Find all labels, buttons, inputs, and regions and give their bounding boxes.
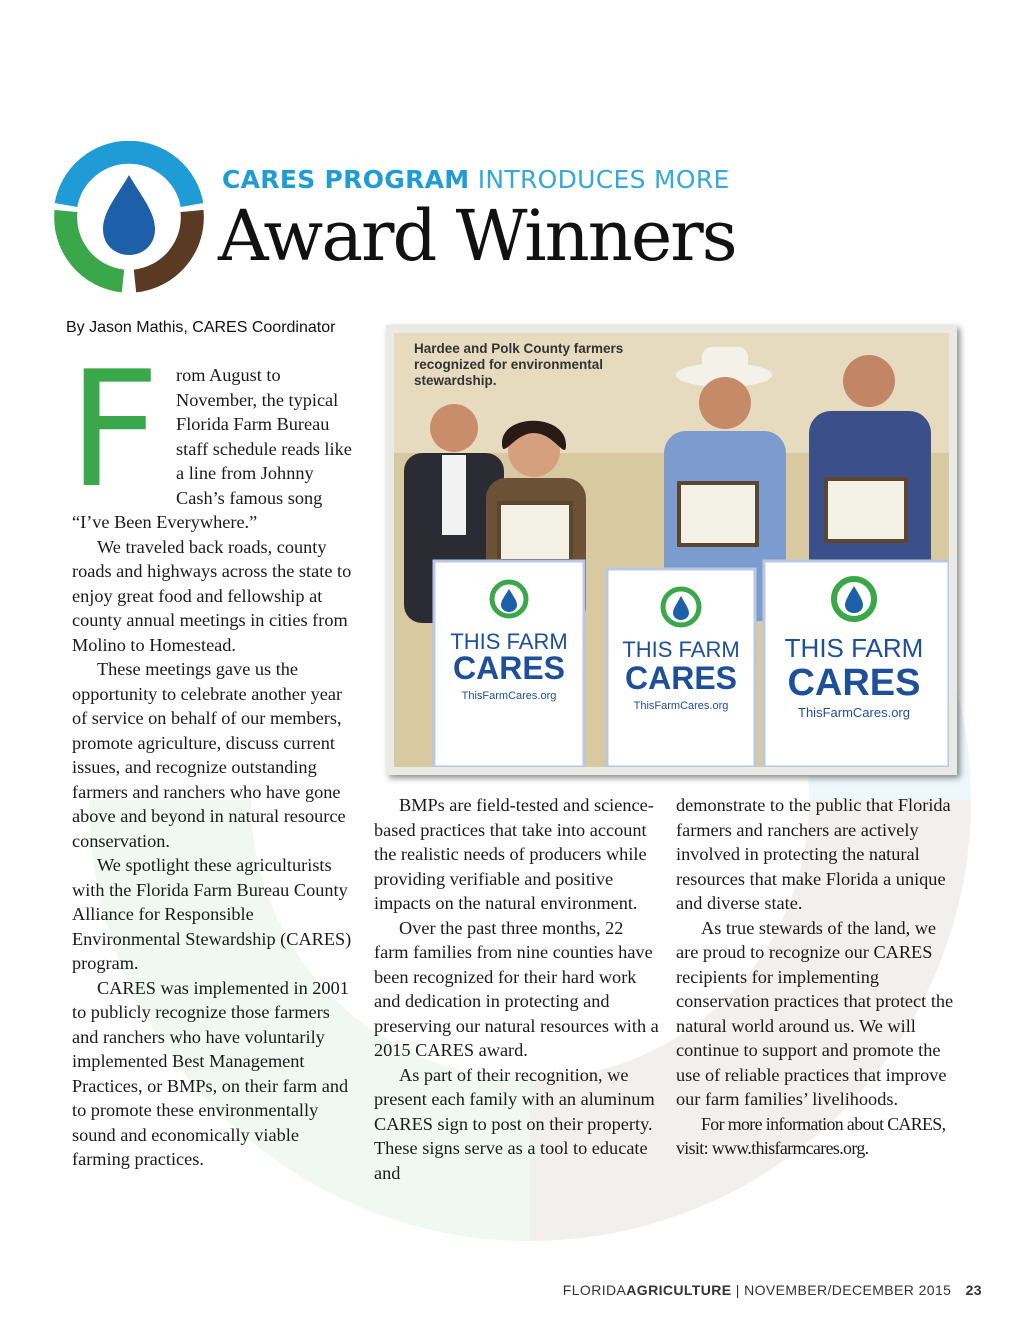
- paragraph-4: We spotlight these agriculturists with the Florida Farm Bureau County Alliance for Responsible Environmental Stewardship (CARES) program.: [72, 855, 352, 973]
- sign1-line2: CARES: [452, 650, 566, 686]
- publication-name-bold: AGRICULTURE: [626, 1282, 732, 1298]
- paragraph-3: These meetings gave us the opportunity to celebrate another year of service on behalf of our members, promote agriculture, discuss current issues, and recognize outstanding farmers and ranchers who have gone above and beyond in natural resource conservation.: [72, 659, 346, 851]
- cares-sign-2: [607, 569, 755, 767]
- sign3-url: ThisFarmCares.org: [798, 705, 910, 720]
- paragraph-10: As true stewards of the land, we are proud to recognize our CARES recipients for implementing conservation practices that protect the natural world around us. We will continue to support and promote the use of reliable practices that improve our farm families’ livelihoods.: [676, 917, 954, 1109]
- cares-logo-icon: [53, 141, 205, 293]
- paragraph-9: demonstrate to the public that Florida farmers and ranchers are actively involved in protecting the natural resources that make Florida a unique and diverse state.: [676, 795, 951, 913]
- cares-sign-1: [434, 561, 584, 767]
- sign3-line1: THIS FARM: [784, 633, 924, 663]
- paragraph-8: As part of their recognition, we present each family with an aluminum CARES sign to post on their property. These signs serve as a tool to educate and: [374, 1064, 655, 1183]
- sign1-url: ThisFarmCares.org: [461, 690, 557, 702]
- paragraph-2: We traveled back roads, county roads and highways across the state to enjoy great food and fellowship at county annual meetings in cities from Molino to Homestead.: [72, 536, 352, 655]
- sign1-line1: THIS FARM: [450, 629, 568, 654]
- headline-kicker: [222, 165, 730, 194]
- sign3-line2: CARES: [787, 662, 921, 704]
- award-photo-illustration: [394, 333, 949, 767]
- publication-name-light: FLORIDA: [562, 1282, 627, 1298]
- sign2-url: ThisFarmCares.org: [633, 700, 729, 712]
- more-info-paragraph: For more information about CARES, visit: www.thisfarmcares.org.: [676, 1113, 946, 1158]
- sign2-line2: CARES: [624, 660, 738, 696]
- kicker-bold: CARES PROGRAM: [222, 165, 470, 194]
- paragraph-5: CARES was implemented in 2001 to publicly recognize those farmers and ranchers who have voluntarily implemented Best Management Practices, or BMPs, on their farm and to promote these environmentally sound and economically viable farming practices.: [72, 977, 349, 1169]
- body-column-2: [374, 793, 659, 1185]
- page-footer: [563, 1282, 982, 1298]
- paragraph-1: rom August to November, the typical Florida Farm Bureau staff schedule reads like a line from Johnny Cash’s famous song “I’ve Been Everywhere.”: [72, 365, 352, 532]
- byline: By Jason Mathis, CARES Coordinator: [66, 319, 336, 336]
- award-photo: [386, 325, 957, 775]
- paragraph-6: BMPs are field-tested and science-based practices that take into account the realistic needs of producers while providing verifiable and positive impacts on the natural environment.: [374, 795, 654, 913]
- photo-caption: Hardee and Polk County farmers recognized for environmental stewardship.: [414, 341, 624, 388]
- paragraph-7: Over the past three months, 22 farm families from nine counties have been recognized for their hard work and dedication in protecting and preserving our natural resources with a 2015 CARES award.: [374, 917, 659, 1060]
- drop-cap: F: [68, 336, 161, 523]
- issue-date: | NOVEMBER/DECEMBER 2015: [731, 1282, 952, 1298]
- article-headline: Award Winners: [218, 195, 736, 277]
- cares-sign-3: [764, 561, 949, 767]
- body-column-3: [676, 793, 961, 1161]
- body-column-1: [68, 336, 357, 1172]
- page-number: 23: [965, 1282, 982, 1298]
- kicker-light: INTRODUCES MORE: [477, 165, 730, 194]
- sign2-line1: THIS FARM: [622, 637, 740, 662]
